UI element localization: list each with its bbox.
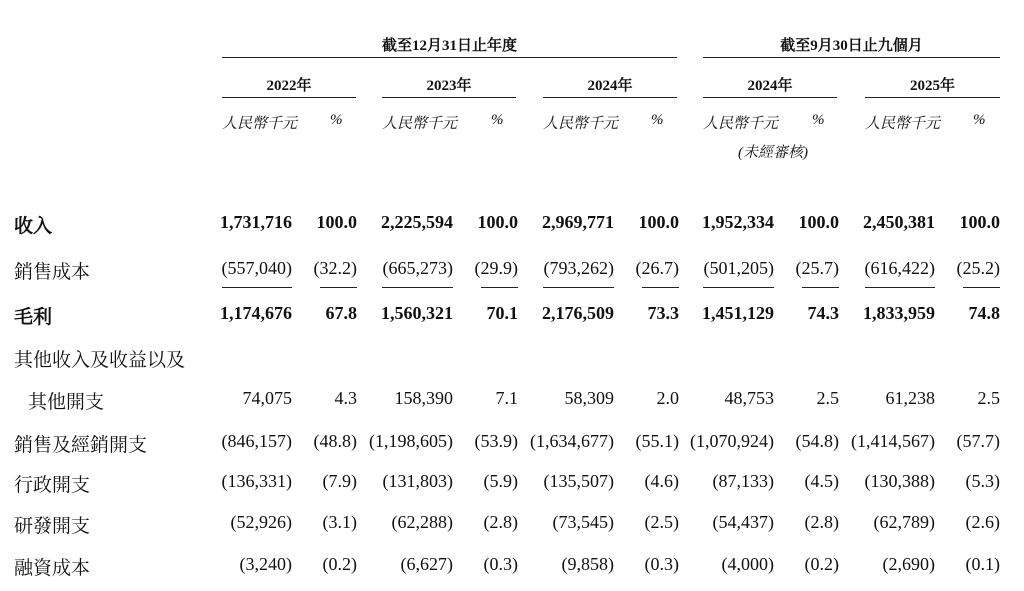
unit-pct-2024-9m: % [812, 112, 825, 128]
percent-cell: 100.0 [959, 212, 1000, 232]
percent-cell: (25.2) [956, 258, 1000, 278]
row-label: 行政開支 [14, 475, 91, 496]
percent-cell: (7.9) [322, 471, 357, 491]
amount-cell: (87,133) [712, 471, 774, 491]
percent-cell: 100.0 [638, 212, 679, 232]
percent-cell: 7.1 [495, 388, 518, 408]
amount-cell: 1,174,676 [220, 303, 292, 323]
percent-cell: (57.7) [956, 431, 1000, 451]
amount-cell: (136,331) [221, 471, 292, 491]
amount-cell: (6,627) [400, 554, 453, 574]
amount-cell: (1,634,677) [530, 431, 614, 451]
amount-cell: (665,273) [382, 258, 453, 278]
percent-cell: 100.0 [477, 212, 518, 232]
unit-pct-2024-fy: % [651, 112, 664, 128]
amount-cell: 1,952,334 [702, 212, 774, 232]
amount-cell: 58,309 [564, 388, 614, 408]
percent-cell: 100.0 [316, 212, 357, 232]
percent-cell: 2.5 [977, 388, 1000, 408]
subtotal-rule [222, 287, 292, 288]
amount-cell: (9,858) [561, 554, 614, 574]
percent-cell: (32.2) [313, 258, 357, 278]
percent-cell: (2.8) [483, 512, 518, 532]
amount-cell: (131,803) [382, 471, 453, 491]
percent-cell: (4.6) [644, 471, 679, 491]
amount-cell: (616,422) [864, 258, 935, 278]
percent-cell: (29.9) [474, 258, 518, 278]
percent-cell: 67.8 [325, 303, 357, 323]
unaudited-note: (未經審核) [738, 145, 808, 161]
percent-cell: (2.6) [965, 512, 1000, 532]
amount-cell: (135,507) [543, 471, 614, 491]
year-header-2022: 2022年 [266, 78, 312, 94]
amount-cell: 2,225,594 [381, 212, 453, 232]
amount-cell: 1,560,321 [381, 303, 453, 323]
amount-cell: 158,390 [394, 388, 453, 408]
group-title-nine-months: 截至9月30日止九個月 [780, 38, 923, 54]
amount-cell: (52,926) [230, 512, 292, 532]
row-label: 融資成本 [14, 558, 91, 579]
percent-cell: (54.8) [795, 431, 839, 451]
year-rule-2022 [222, 97, 356, 98]
subtotal-rule [865, 287, 935, 288]
amount-cell: 2,969,771 [542, 212, 614, 232]
amount-cell: (4,000) [721, 554, 774, 574]
amount-cell: (2,690) [882, 554, 935, 574]
percent-cell: (0.1) [965, 554, 1000, 574]
group-rule-full-year [222, 57, 677, 58]
year-header-2025-9m: 2025年 [909, 78, 955, 94]
amount-cell: (130,388) [864, 471, 935, 491]
subtotal-rule [802, 287, 839, 288]
percent-cell: (3.1) [322, 512, 357, 532]
percent-cell: (2.5) [644, 512, 679, 532]
amount-cell: (846,157) [221, 431, 292, 451]
percent-cell: 73.3 [647, 303, 679, 323]
amount-cell: (501,205) [703, 258, 774, 278]
year-rule-2024-fy [543, 97, 677, 98]
percent-cell: 2.5 [816, 388, 839, 408]
percent-cell: (5.9) [483, 471, 518, 491]
year-header-2023: 2023年 [426, 78, 472, 94]
unit-amount-2022: 人民幣千元 [222, 116, 298, 132]
row-label: 銷售成本 [14, 262, 91, 283]
unit-pct-2022: % [330, 112, 343, 128]
percent-cell: (48.8) [313, 431, 357, 451]
year-rule-2024-9m [703, 97, 837, 98]
percent-cell: (0.3) [483, 554, 518, 574]
amount-cell: 74,075 [242, 388, 292, 408]
row-label: 其他收入及收益以及 [14, 350, 186, 371]
amount-cell: 1,451,129 [702, 303, 774, 323]
amount-cell: (62,789) [873, 512, 935, 532]
row-label: 其他開支 [28, 392, 105, 413]
percent-cell: 74.8 [968, 303, 1000, 323]
amount-cell: (54,437) [712, 512, 774, 532]
amount-cell: (1,070,924) [690, 431, 774, 451]
percent-cell: (26.7) [635, 258, 679, 278]
percent-cell: (53.9) [474, 431, 518, 451]
unit-amount-2023: 人民幣千元 [382, 116, 458, 132]
amount-cell: 48,753 [724, 388, 774, 408]
unit-amount-2024-9m: 人民幣千元 [703, 116, 779, 132]
row-label: 毛利 [14, 307, 53, 328]
amount-cell: 61,238 [885, 388, 935, 408]
subtotal-rule [963, 287, 1000, 288]
subtotal-rule [642, 287, 679, 288]
year-rule-2025-9m [865, 97, 1000, 98]
amount-cell: (62,288) [391, 512, 453, 532]
percent-cell: 70.1 [486, 303, 518, 323]
unit-pct-2023: % [491, 112, 504, 128]
subtotal-rule [320, 287, 357, 288]
subtotal-rule [543, 287, 614, 288]
percent-cell: (0.2) [322, 554, 357, 574]
percent-cell: 2.0 [656, 388, 679, 408]
amount-cell: 1,833,959 [863, 303, 935, 323]
row-label: 銷售及經銷開支 [14, 435, 148, 456]
group-title-full-year: 截至12月31日止年度 [381, 38, 517, 54]
row-label: 研發開支 [14, 516, 91, 537]
row-label: 收入 [14, 216, 53, 237]
unit-amount-2025-9m: 人民幣千元 [865, 116, 941, 132]
amount-cell: (1,198,605) [369, 431, 453, 451]
percent-cell: 4.3 [334, 388, 357, 408]
year-header-2024-fy: 2024年 [587, 78, 633, 94]
subtotal-rule [481, 287, 518, 288]
year-rule-2023 [382, 97, 516, 98]
amount-cell: (1,414,567) [851, 431, 935, 451]
amount-cell: 1,731,716 [220, 212, 292, 232]
percent-cell: (0.2) [804, 554, 839, 574]
unit-amount-2024-fy: 人民幣千元 [543, 116, 619, 132]
percent-cell: (25.7) [795, 258, 839, 278]
amount-cell: (3,240) [239, 554, 292, 574]
percent-cell: (2.8) [804, 512, 839, 532]
percent-cell: (55.1) [635, 431, 679, 451]
amount-cell: (557,040) [221, 258, 292, 278]
percent-cell: (5.3) [965, 471, 1000, 491]
amount-cell: (73,545) [552, 512, 614, 532]
amount-cell: 2,176,509 [542, 303, 614, 323]
subtotal-rule [703, 287, 774, 288]
percent-cell: (4.5) [804, 471, 839, 491]
amount-cell: (793,262) [543, 258, 614, 278]
group-rule-nine-months [703, 57, 1000, 58]
amount-cell: 2,450,381 [863, 212, 935, 232]
year-header-2024-9m: 2024年 [747, 78, 793, 94]
percent-cell: (0.3) [644, 554, 679, 574]
percent-cell: 100.0 [798, 212, 839, 232]
percent-cell: 74.3 [807, 303, 839, 323]
subtotal-rule [382, 287, 453, 288]
unit-pct-2025-9m: % [973, 112, 986, 128]
